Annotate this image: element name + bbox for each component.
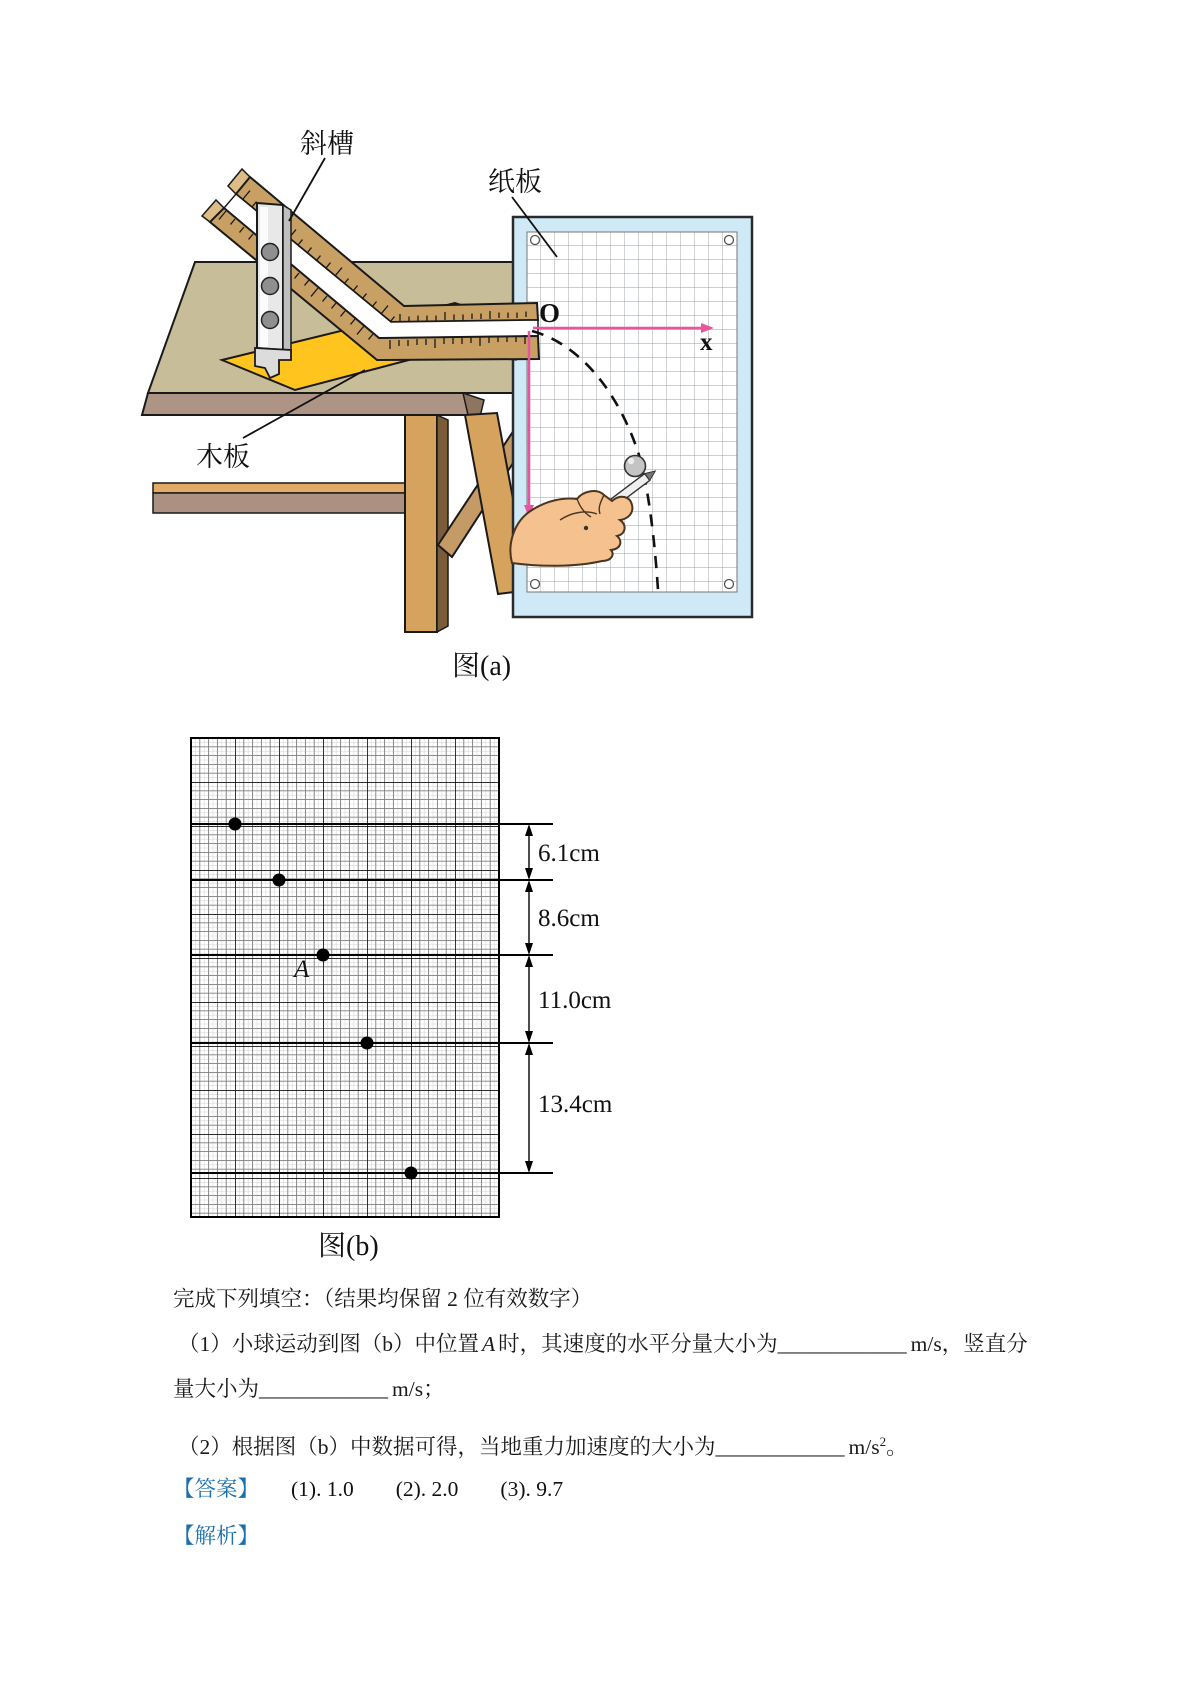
q1-point-A: A <box>482 1332 496 1356</box>
dimension-arrows <box>525 824 533 1173</box>
question-1-line-1 <box>178 1330 1028 1359</box>
ball <box>625 456 646 477</box>
origin-label: O <box>539 298 561 328</box>
q2-pre: （2）根据图（b）中数据可得，当地重力加速度的大小为 <box>178 1435 716 1460</box>
q1-blank-1: ____________ <box>777 1332 907 1356</box>
q2-unit: m/s <box>848 1435 880 1460</box>
q1-pre: （1）小球运动到图（b）中位置 <box>178 1332 480 1356</box>
q1-line2-pre: 量大小为 <box>173 1377 260 1401</box>
answer-tag: 【答案】 <box>173 1477 260 1501</box>
question-1-line-2 <box>173 1375 445 1404</box>
x-axis-label: x <box>700 329 713 356</box>
answer-item-3: (3). 9.7 <box>500 1477 564 1501</box>
table-leg <box>405 415 437 632</box>
analysis-line <box>173 1522 259 1551</box>
q1-unit-2: m/s； <box>392 1377 445 1401</box>
question-2-line <box>178 1427 908 1462</box>
ball-highlight <box>628 458 634 464</box>
point-5 <box>405 1167 418 1180</box>
point-4 <box>361 1037 374 1050</box>
answer-item-2: (2). 2.0 <box>395 1477 459 1501</box>
q1-blank-2: ____________ <box>259 1377 389 1401</box>
chute-leader-line <box>289 158 325 221</box>
figure-a-caption: 图(a) <box>452 651 512 682</box>
measurement-3: 11.0cm <box>538 987 612 1014</box>
answer-line <box>173 1475 563 1504</box>
q2-blank: ____________ <box>715 1435 845 1460</box>
point-A <box>317 949 330 962</box>
board-label: 木板 <box>196 442 250 472</box>
intro-text: 完成下列填空：（结果均保留 2 位有效数字） <box>173 1287 593 1311</box>
paper-label: 纸板 <box>488 167 542 197</box>
measurement-labels <box>538 840 613 1118</box>
chute-stand <box>255 203 291 378</box>
q1-mid: 时，其速度的水平分量大小为 <box>498 1332 778 1356</box>
figure-b-caption: 图(b) <box>318 1231 379 1262</box>
table-leg-side <box>437 415 448 632</box>
point-1 <box>229 818 242 831</box>
point-2 <box>273 874 286 887</box>
figure-a-apparatus <box>120 120 780 700</box>
table-stretcher-top <box>153 483 405 493</box>
q2-unit-sup: 2 <box>879 1434 887 1449</box>
table-front-edge <box>142 393 472 415</box>
q2-end: 。 <box>886 1435 908 1460</box>
figure-b-graph <box>160 720 660 1280</box>
chute-label: 斜槽 <box>300 129 354 159</box>
measurement-4: 13.4cm <box>538 1091 613 1118</box>
table-stretcher <box>153 493 405 513</box>
q1-unit-1: m/s，竖直分 <box>910 1332 1028 1356</box>
measurement-1: 6.1cm <box>538 840 600 867</box>
stand-side <box>283 205 291 352</box>
answer-item-1: (1). 1.0 <box>291 1477 354 1501</box>
measurement-2: 8.6cm <box>538 905 600 932</box>
analysis-tag: 【解析】 <box>173 1524 260 1548</box>
stand-holes <box>262 244 279 329</box>
graph-paper-grid <box>191 738 499 1217</box>
intro-line <box>173 1285 592 1314</box>
hand-knuckle-dot <box>584 526 588 530</box>
point-A-label: A <box>294 956 310 983</box>
